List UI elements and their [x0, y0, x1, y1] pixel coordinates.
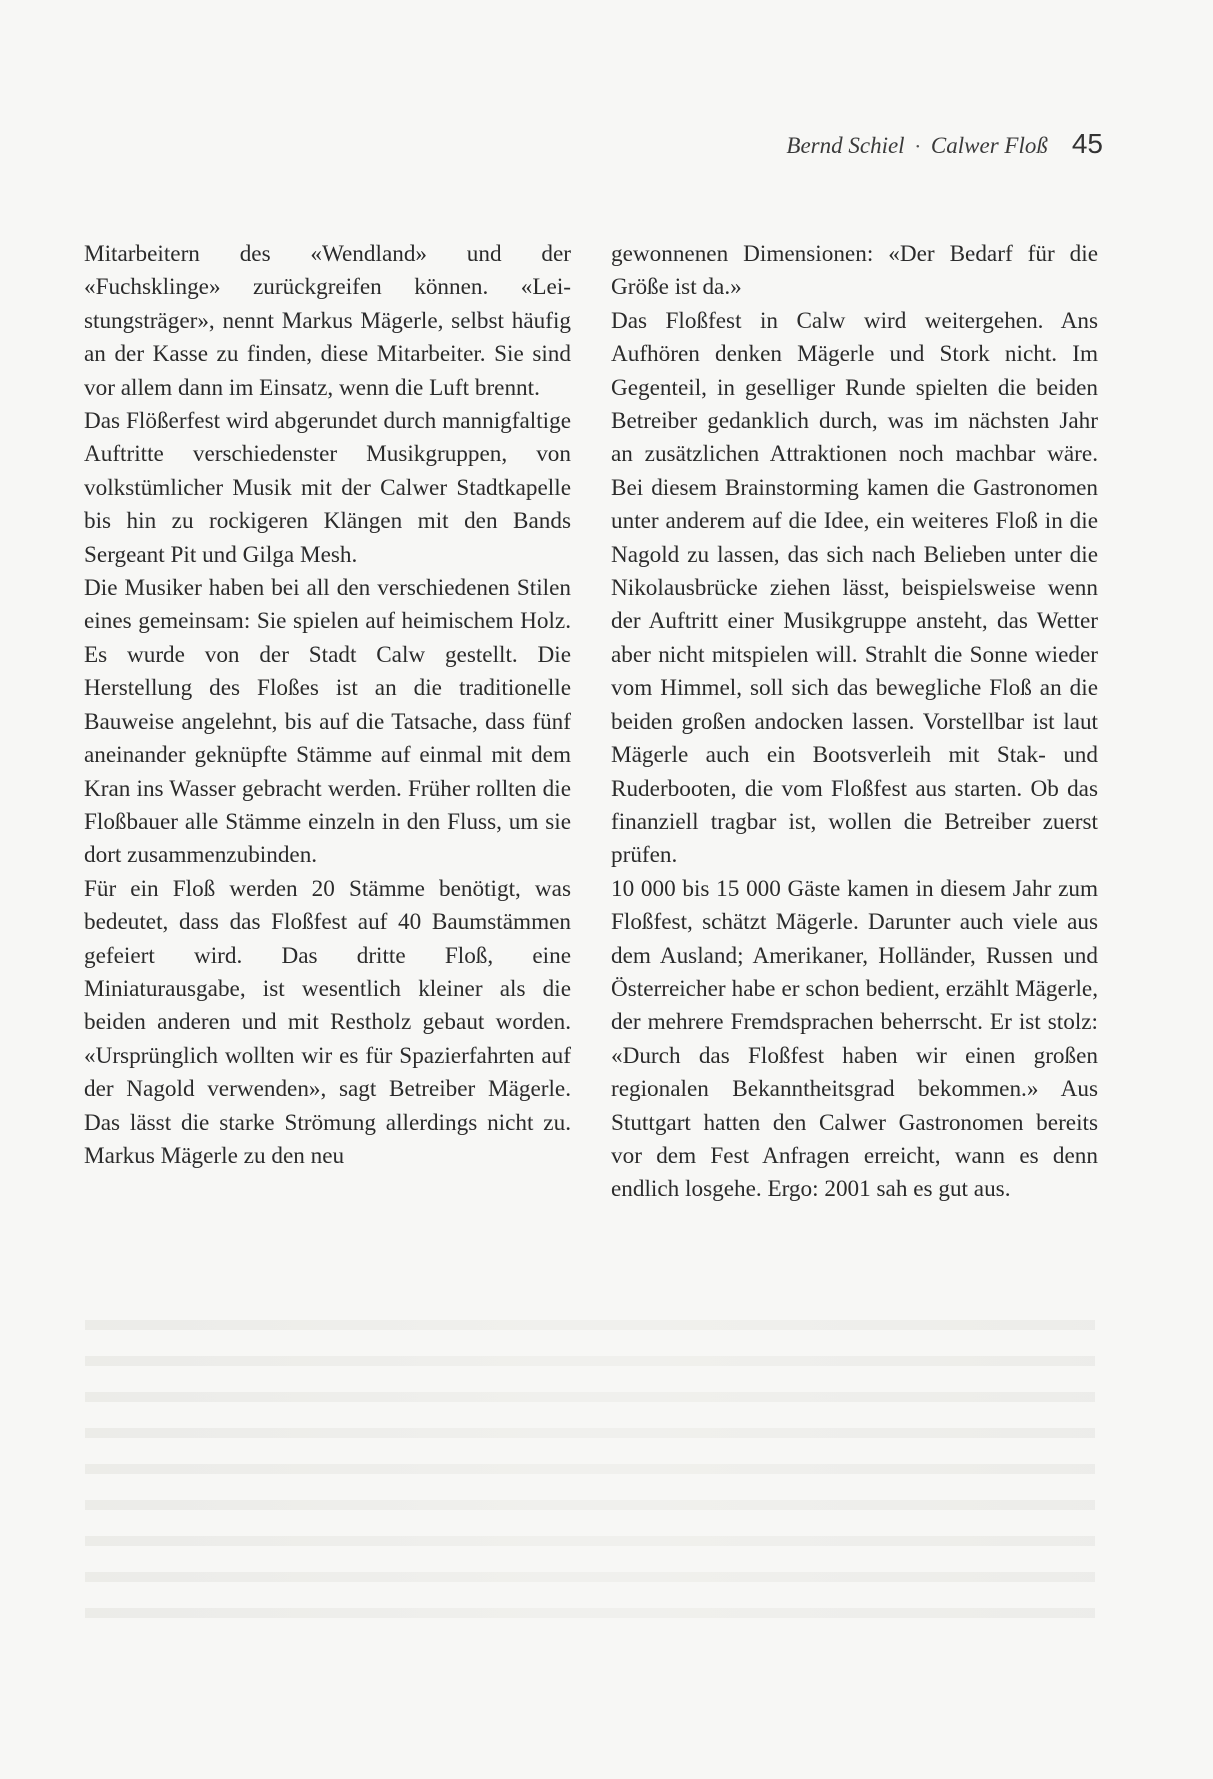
left-text-column — [84, 238, 571, 1173]
bleed-through-text — [85, 1320, 1095, 1640]
paragraph: Mitarbeitern des «Wendland» und der «Fuchsklinge» zurückgreifen können. «Leistungsträger», nennt Markus Mägerle, selbst häufig an der Kasse zu finden, diese Mitarbeiter. Sie sind vor allem dann im Einsatz, wenn die Luft brennt. — [84, 241, 571, 401]
running-head-author: Bernd Schiel — [786, 133, 905, 158]
running-head-separator: · — [914, 134, 921, 158]
page-header — [786, 128, 1103, 160]
paragraph: Das Floßfest in Calw wird weitergehen. Ans Aufhören denken Mägerle und Stork nicht. Im Gegenteil, in geselliger Runde spielten die beiden Betreiber gedanklich durch, was im nächsten Jahr an zusätzlichen Attraktionen noch machbar wäre. Bei diesem Brainstorming kamen die Gastronomen unter anderem auf die Idee, ein weiteres Floß in die Nagold zu lassen, das sich nach Belieben unter die Nikolausbrücke ziehen lässt, beispielsweise wenn der Auftritt einer Musikgruppe ansteht, das Wetter aber nicht mitspielen will. Strahlt die Sonne wieder vom Himmel, soll sich das bewegliche Floß an die beiden großen andocken lassen. Vorstellbar ist laut Mägerle auch ein Bootsverleih mit Stak- und Ruderbooten, die vom Floßfest aus starten. Ob das finanziell tragbar ist, wollen die Betreiber zuerst prüfen. — [611, 307, 1098, 869]
paragraph: gewonnenen Dimensionen: «Der Bedarf für die Größe ist da.» — [611, 241, 1098, 301]
paragraph: Für ein Floß werden 20 Stämme benötigt, was bedeutet, dass das Floßfest auf 40 Baumstämmen gefeiert wird. Das dritte Floß, eine Miniaturausgabe, ist wesentlich kleiner als die beiden anderen und mit Restholz gebaut worden. «Ursprünglich wollten wir es für Spazierfahrten auf der Nagold verwenden», sagt Betreiber Mägerle. Das lässt die starke Strömung allerdings nicht zu. Markus Mägerle zu den neu — [84, 875, 571, 1169]
paragraph: Die Musiker haben bei all den verschiedenen Stilen eines gemeinsam: Sie spielen auf heimischem Holz. Es wurde von der Stadt Calw gestellt. Die Herstellung des Floßes ist an die traditionelle Bauweise angelehnt, bis auf die Tatsache, dass fünf aneinander geknüpfte Stämme auf einmal mit dem Kran ins Wasser gebracht werden. Früher rollten die Floßbauer alle Stämme einzeln in den Fluss, um sie dort zusammenzubinden. — [84, 575, 571, 869]
paragraph: Das Flößerfest wird abgerundet durch mannigfaltige Auftritte verschiedenster Musikgruppen, von volkstümlicher Musik mit der Calwer Stadtkapelle bis hin zu rockigeren Klängen mit den Bands Sergeant Pit und Gilga Mesh. — [84, 408, 571, 568]
paragraph: 10 000 bis 15 000 Gäste kamen in diesem Jahr zum Floßfest, schätzt Mägerle. Darunter auch viele aus dem Ausland; Amerikaner, Holländer, Russen und Österreicher habe er schon bedient, erzählt Mägerle, der mehrere Fremdsprachen beherrscht. Er ist stolz: «Durch das Floßfest haben wir einen großen regionalen Bekanntheitsgrad bekommen.» Aus Stuttgart hatten den Calwer Gastronomen bereits vor dem Fest Anfragen erreicht, wann es denn endlich losgehe. Ergo: 2001 sah es gut aus. — [611, 875, 1098, 1203]
right-text-column — [611, 238, 1098, 1207]
page-number: 45 — [1071, 128, 1103, 159]
running-head-title: Calwer Floß — [930, 133, 1048, 158]
